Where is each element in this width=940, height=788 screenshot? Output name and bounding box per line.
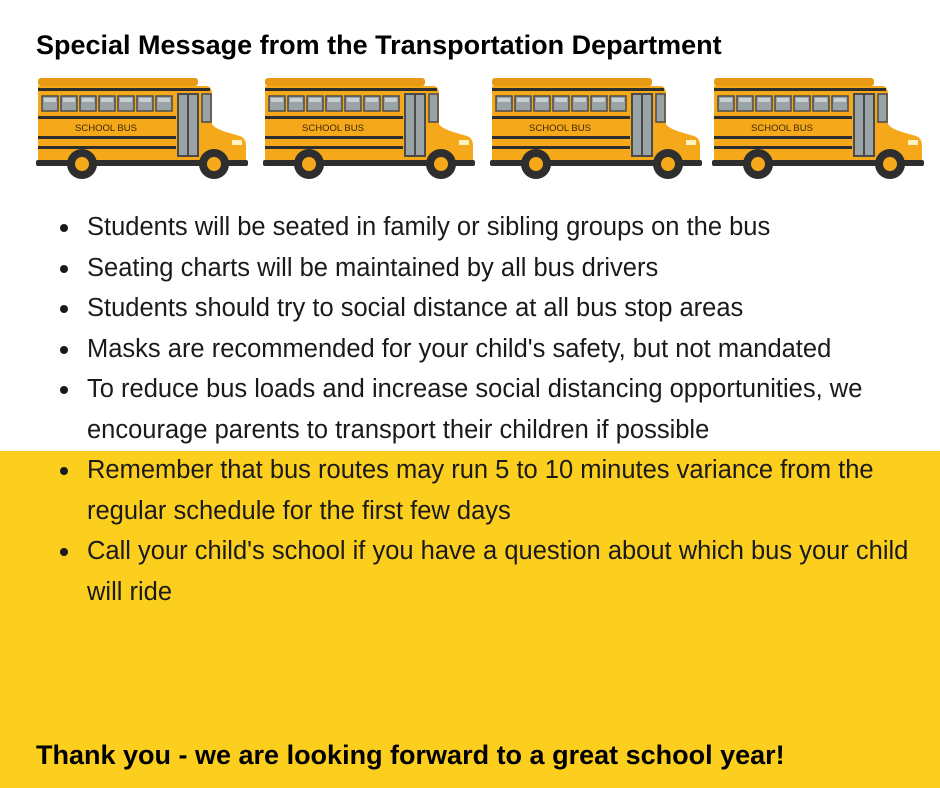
list-item: Call your child's school if you have a question about which bus your child will ride	[60, 531, 920, 612]
school-bus-illustration	[263, 76, 477, 182]
list-item: Seating charts will be maintained by all bus drivers	[60, 248, 920, 289]
page-title: Special Message from the Transportation Department	[36, 30, 722, 60]
bus-side-label: SCHOOL BUS	[529, 123, 591, 134]
bus-side-label: SCHOOL BUS	[302, 123, 364, 134]
list-item: Students should try to social distance at all bus stop areas	[60, 288, 920, 329]
school-bus-illustration	[490, 76, 704, 182]
bus-side-label: SCHOOL BUS	[751, 123, 813, 134]
school-bus-illustration	[36, 76, 250, 182]
school-bus-illustration	[712, 76, 926, 182]
guidelines-list	[60, 207, 920, 612]
list-item: Remember that bus routes may run 5 to 10 minutes variance from the regular schedule for the first few days	[60, 450, 920, 531]
list-item: To reduce bus loads and increase social distancing opportunities, we encourage parents to transport their children if possible	[60, 369, 920, 450]
list-item: Masks are recommended for your child's safety, but not mandated	[60, 329, 920, 370]
list-item: Students will be seated in family or sibling groups on the bus	[60, 207, 920, 248]
bus-side-label: SCHOOL BUS	[75, 123, 137, 134]
school-bus-row	[36, 76, 926, 182]
closing-message: Thank you - we are looking forward to a great school year!	[36, 740, 785, 770]
